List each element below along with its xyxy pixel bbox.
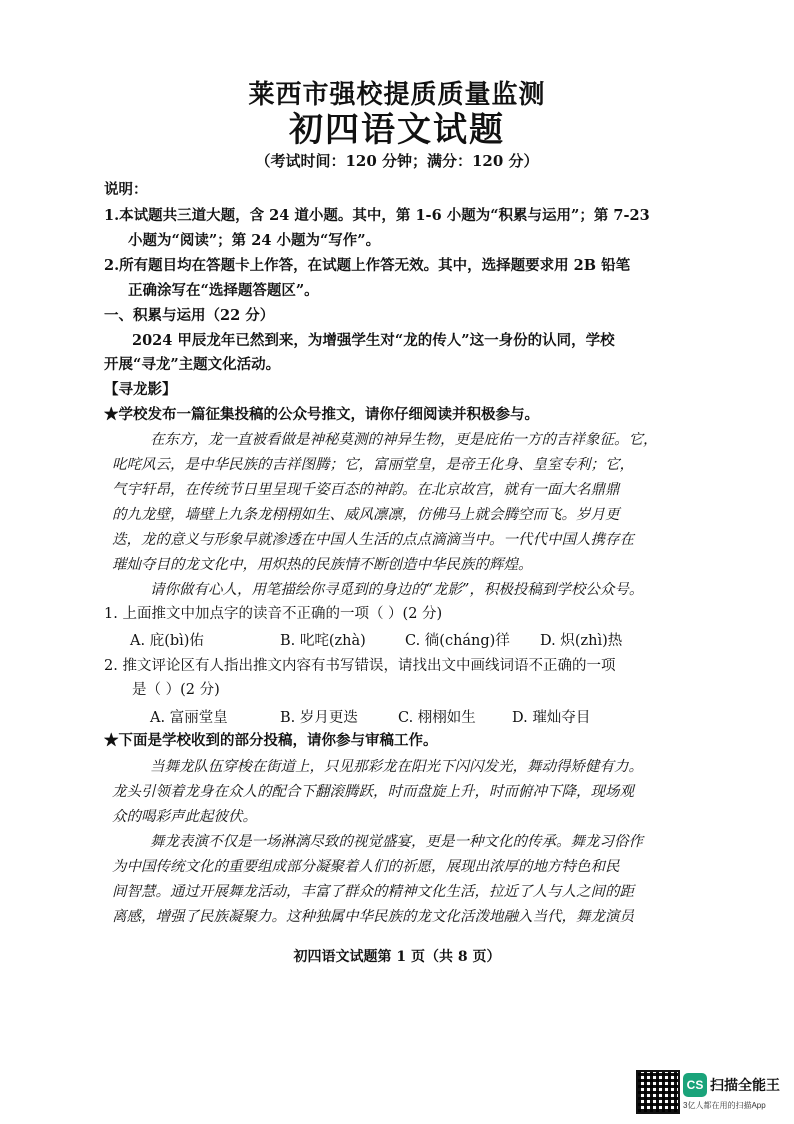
scanner-app-name: 扫描全能王 <box>710 1077 780 1093</box>
question-1-stem: 1. 上面推文中加点字的读音不正确的一项（ ）(2 分) <box>104 606 443 622</box>
instruction-2-line1: 2.所有题目均在答题卡上作答，在试题上作答无效。其中，选择题要求用 2B 铅笔 <box>104 257 631 274</box>
exam-org-title: 莱西市强校提质质量监测 <box>248 80 546 110</box>
passage-2-line6: 间智慧。通过开展舞龙活动，丰富了群众的精神文化生活，拉近了人与人之间的距 <box>112 884 634 900</box>
passage-2-line2: 龙头引领着龙身在众人的配合下翻滚腾跃，时而盘旋上升，时而俯冲下降，现场观 <box>112 784 634 800</box>
passage-1-line2: 叱咤风云，是中华民族的吉祥图腾；它，富丽堂皇，是帝王化身、皇室专利；它， <box>112 457 634 473</box>
scanner-app-tagline: 3亿人都在用的扫描App <box>683 1101 766 1110</box>
question-2-option-c: C. 栩栩如生 <box>398 710 476 726</box>
question-1-option-a: A. 庇(bì)佑 <box>130 633 204 649</box>
question-1-option-b: B. 叱咤(zhà) <box>280 633 366 649</box>
instruction-1-line2: 小题为“阅读”；第 24 小题为“写作”。 <box>128 232 381 249</box>
instruction-1-line1: 1.本试题共三道大题，含 24 道小题。其中，第 1-6 小题为“积累与运用”；第 7-23 <box>104 207 650 224</box>
question-2-option-d: D. 璀灿夺目 <box>512 710 591 726</box>
section-1-heading: 一、积累与运用（22 分） <box>104 307 275 324</box>
task-1: ★学校发布一篇征集投稿的公众号推文，请你仔细阅读并积极参与。 <box>104 406 539 423</box>
question-1-option-d: D. 炽(zhì)热 <box>540 633 623 649</box>
exam-title: 初四语文试题 <box>289 110 505 150</box>
passage-2-line7: 离感，增强了民族凝聚力。这种独属中华民族的龙文化活泼地融入当代，舞龙演员 <box>112 909 634 925</box>
sub-heading-xunlongying: 【寻龙影】 <box>104 381 177 398</box>
camscanner-logo-icon: CS <box>683 1073 707 1097</box>
task-2: ★下面是学校收到的部分投稿，请你参与审稿工作。 <box>104 732 438 749</box>
section-1-intro-line2: 开展“寻龙”主题文化活动。 <box>104 356 281 373</box>
passage-1-line1: 在东方，龙一直被看做是神秘莫测的神异生物，更是庇佑一方的吉祥象征。它， <box>150 432 658 448</box>
qr-code-icon <box>636 1070 680 1114</box>
passage-2-line5: 为中国传统文化的重要组成部分凝聚着人们的祈愿，展现出浓厚的地方特色和民 <box>112 859 620 875</box>
question-2-option-a: A. 富丽堂皇 <box>150 710 228 726</box>
question-2-stem-line2: 是（ ）(2 分) <box>132 682 220 698</box>
passage-1-line7: 请你做有心人，用笔描绘你寻觅到的身边的“龙影”，积极投稿到学校公众号。 <box>150 582 644 598</box>
section-1-intro-line1: 2024 甲辰龙年已然到来，为增强学生对“龙的传人”这一身份的认同，学校 <box>132 332 615 349</box>
passage-1-line6: 璀灿夺目的龙文化中，用炽热的民族情不断创造中华民族的辉煌。 <box>112 557 533 573</box>
question-2-stem-line1: 2. 推文评论区有人指出推文内容有书写错误，请找出文中画线词语不正确的一项 <box>104 658 616 674</box>
instructions-label: 说明： <box>104 181 148 198</box>
question-1-option-c: C. 徜(cháng)徉 <box>405 633 510 649</box>
passage-2-line3: 众的喝彩声此起彼伏。 <box>112 809 257 825</box>
page-footer: 初四语文试题第 1 页（共 8 页） <box>293 949 501 965</box>
question-2-option-b: B. 岁月更迭 <box>280 710 358 726</box>
instruction-2-line2: 正确涂写在“选择题答题区”。 <box>128 282 319 299</box>
passage-1-line3: 气宇轩昂，在传统节日里呈现千姿百态的神韵。在北京故宫，就有一面大名鼎鼎 <box>112 482 620 498</box>
passage-2-line4: 舞龙表演不仅是一场淋漓尽致的视觉盛宴，更是一种文化的传承。舞龙习俗作 <box>150 834 643 850</box>
exam-info: （考试时间：120 分钟；满分：120 分） <box>255 152 539 170</box>
passage-1-line5: 迭，龙的意义与形象早就渗透在中国人生活的点点滴滴当中。一代代中国人携存在 <box>112 532 634 548</box>
passage-1-line4: 的九龙壁，墙壁上九条龙栩栩如生、威风凛凛，仿佛马上就会腾空而飞。岁月更 <box>112 507 620 523</box>
passage-2-line1: 当舞龙队伍穿梭在街道上，只见那彩龙在阳光下闪闪发光，舞动得矫健有力。 <box>150 759 643 775</box>
